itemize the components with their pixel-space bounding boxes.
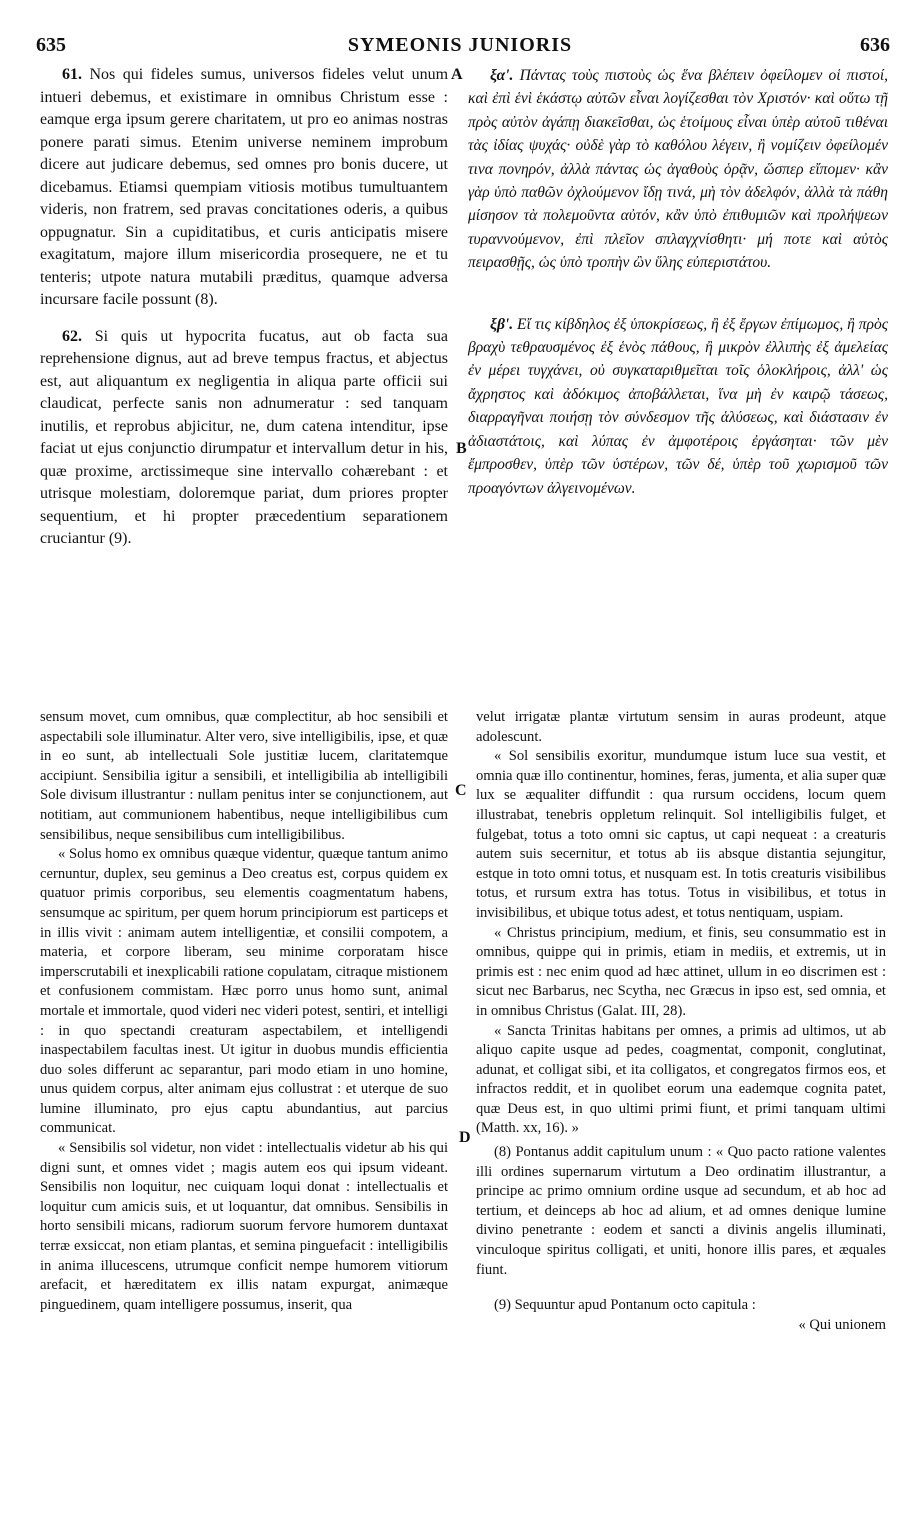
commentary-paragraph: velut irrigatæ plantæ virtutum sensim in auras prodeunt, atque adolescunt. bbox=[476, 709, 886, 745]
running-header bbox=[0, 34, 920, 58]
footnote-9: (9) Sequuntur apud Pontanum octo capitula : bbox=[494, 1297, 756, 1314]
commentary-paragraph: « Christus principium, medium, et finis, seu consummatio est in omnibus, quippe qui in primis, etiam in mediis, et extremis, ut in primis est : nec enim quod ad hæc attinet, ullum in eo discrimen est : sicut nec Barbarus, nec Scytha, nec Græcus in ipso est, sed omnia, et in omnibus Christus (Galat. III, 28). bbox=[476, 924, 886, 1019]
margin-letter-c: C bbox=[455, 782, 467, 799]
paragraph-number: ξα'. bbox=[490, 67, 514, 84]
paragraph-text: Nos qui fideles sumus, universos fideles velut unum intueri debemus, et existimare in omnibus Christum esse : eamque erga ipsum gerere charitatem, ut pro eo animas nostras ponere parati simus. Etenim universe neminem improbum dicere aut judicare debemus, sed omnes pro bonis ducere, ut dicebamus. Etiamsi quempiam vitiosis motibus tumultuantem videris, non fratrem, sed pravas concitationes oderis, a quibus oppugnatur. Sin a cupiditatibus, et curis anticipatis misere exagitatum, majore illum misericordia prosequere, ne et tu tenteris; utpote natura mutabili præditus, quamque adversa incursare facile possunt (8). bbox=[40, 66, 449, 308]
paragraph-text: Si quis ut hypocrita fucatus, aut ob facta sua reprehensione dignus, aut ad breve tempus fractus, et abjectus est, aut aliquantum ex negligentia in aliqua parte officii sui claudicat, perfecte sanis non adnumeratur : sed tanquam inutilis, et reprobus abjicitur, ne, dum catena intenditur, ipse faciat ut ejus conjunctio dirumpatur et intervallum detur in his, quæ proxime, arctissimeque sine intervallo cohærebant : et utrisque molestiam, doloremque pariat, dum priores propter sequentium, et hi propter præcedentium separationem cruciantur (9). bbox=[40, 327, 449, 547]
footnote-8: (8) Pontanus addit capitulum unum : « Quo pacto ratione valentes illi ordines supernarum virtutum a Deo ordinatim illustrantur, a principe ac primo omnium ordine usque ad secundum, et ab hoc ad tertium, et deinceps ab hoc ad alium, et ad omnes denique lumine divino penetrante : eodem et sancti a divinis angelis illuminati, vinculoque spiritus colligati, et uniti, honore illis pares, et æquales fiunt. bbox=[476, 1144, 886, 1278]
paragraph-text: Εἴ τις κίβδηλος ἐξ ὑποκρίσεως, ἢ ἐξ ἔργων ἐπίμωμος, ἢ πρὸς βραχὺ τεθραυσμένος ἐξ ἑνὸς πάθους, ἢ μικρὸν ἐλλιπὴς ἐξ ἀμελείας ἐν μέρει τυγχάνει, οὐ συγκαταριθμεῖται τοῖς ὁλοκλήροις, ἀλλ' ὡς ἄχρηστος καὶ ἀδόκιμος ἀποβάλλεται, ἵνα μὴ ἐν καιρῷ τάσεως, διαρραγῆναι ποιήσῃ τὸν σύνδεσμον τῆς ἁλύσεως, καὶ διάστασιν ἐν ἀδιαστάτοις, καὶ λύπας ἐν ἀμφοτέροις ἐργάσηται· τῶν μὲν ἔμπροσθεν, ὑπὲρ τῶν ὑστέρων, τῶν δέ, ὑπὲρ τοῦ χωρισμοῦ τῶν προαγόντων ἀλγεινομένων. bbox=[468, 315, 889, 497]
margin-letter-a: A bbox=[451, 66, 463, 83]
latin-paragraph-62 bbox=[40, 326, 448, 551]
commentary-paragraph: « Sol sensibilis exoritur, mundumque istum luce sua vestit, et omnia quæ illo continentur, homines, feras, jumenta, et alia super quæ lux se æqualiter diffundit : qua rursum occidens, locum quem illustrabat, tenebris oppletum relinquit. Sol intelligibilis fulget, et fulgebat, totus a toto omni sic captus, ut capi nequeat : a creaturis autem suis secernitur, et totus ab iis absque distantia sejungitur, estque in toto omni totus, et nusquam est. In totis creaturis visibilibus totus, et rursum extra has totus. Totus in visibilibus, et totus in invisibilibus, et ubique totus adest, et totus nentiquam, uspiam. bbox=[476, 748, 886, 921]
page-number-right: 636 bbox=[860, 34, 890, 56]
footnote-9-continuation: « Qui unionem bbox=[798, 1316, 886, 1333]
latin-paragraph-61 bbox=[40, 64, 448, 312]
commentary-column-right bbox=[476, 708, 886, 1335]
running-title: SYMEONIS JUNIORIS bbox=[347, 34, 573, 56]
margin-letter-b: B bbox=[456, 440, 467, 457]
greek-paragraph-61 bbox=[468, 64, 888, 275]
greek-paragraph-62 bbox=[468, 313, 888, 500]
commentary-paragraph: « Solus homo ex omnibus quæque videntur, quæque tantum animo cernuntur, duplex, seu geminus a Deo creatus est, corpus quidem ex quatuor primis corporibus, seu elementis coagmentatum habens, sensumque ac spiritum, per quem horum principiorum est particeps et in illis vivit : animam autem intelligentiæ, et consilii compotem, a materia, et corpore liberam, seu minime corporatam hisce imperscrutabili et inexplicabili ratione copulatam, citraque mistionem et confusionem commistam. Hæc porro unus homo sunt, animal mortale et immortale, quod videri nec videri potest, sentiri, et intelligi : in quo spectandi creaturam aspectabilem, et intelligendi inaspectabilem facultas inest. Ut igitur in duobus mundis efficientia duo soles differunt ac separantur, pari modo etiam in uno homine, unus quidem corpus, alter animam ejus collustrat : et uterque de suo lumine illuminato, pro ejus captu abundantius, aut parcius communicat. bbox=[40, 846, 448, 1137]
commentary-paragraph: « Sensibilis sol videtur, non videt : intellectualis videtur ab his qui digni sunt, et omnes videt ; magis autem eos qui ipsum videant. Sensibilis non loquitur, nec cuiquam loqui donat : intellectualis et loquitur cum amicis suis, et ut loquantur, dat omnibus. Sensibilis in horto sensibili micans, radiorum suorum fervore humorem duntaxat terræ exsiccat, non etiam plantas, et semina pinguefacit : intelligibilis in anima illucescens, utrumque conficit nempe humorem vitiorum arefacit, et hæreditatem ex illis natam expurgat, animæque pinguedinem, quam intelligere possumus, inserit, qua bbox=[40, 1140, 448, 1313]
greek-column-top bbox=[468, 64, 888, 500]
commentary-paragraph: « Sancta Trinitas habitans per omnes, a primis ad ultimos, ut ab aliquo capite usque ad pedes, coagmentat, componit, conglutinat, adunat, et colligat sibi, et ita colligatos, et congregatos firmos eos, et infractos reddit, et in quolibet eorum una eademque cognita patet, quæ Deus est, in quo ultimi primi fiunt, et primi tanquam ultimi (Matth. xx, 16). » bbox=[476, 1022, 886, 1137]
paragraph-number: 62. bbox=[62, 327, 82, 345]
paragraph-number: 61. bbox=[62, 66, 82, 83]
commentary-paragraph: sensum movet, cum omnibus, quæ complectitur, ab hoc sensibili et aspectabili sole illuminatur. Alter vero, sive intelligibilis, ipse, et quæ in eo sunt, ab intellectuali Sole justitiæ lucem, claritatemque accipiunt. Sensibilia igitur a sensibili, et intelligibilia ab intelligibili Sole divisum illustrantur : nullam penitus inter se conjunctionem, aut notitiam, aut communionem habentibus, neque intelligibilibus cum sensibilibus, neque sensibilibus cum intelligibilibus. bbox=[40, 709, 448, 843]
latin-column-top bbox=[40, 64, 448, 551]
paragraph-number: ξβ'. bbox=[490, 315, 514, 333]
commentary-column-left bbox=[40, 708, 448, 1315]
page-number-left: 635 bbox=[36, 34, 66, 56]
margin-letter-d: D bbox=[459, 1129, 471, 1146]
paragraph-text: Πάντας τοὺς πιστοὺς ὡς ἕνα βλέπειν ὀφείλομεν οἱ πιστοί, καὶ ἐπὶ ἑνὶ ἑκάστῳ αὐτῶν εἶναι λογίζεσθαι τὸν Χριστόν· καὶ οὕτω τῇ πρὸς αὐτὸν ἀγάπῃ διακεῖσθαι, ὡς ἑτοίμους εἶναι ὑπὲρ αὐτοῦ τιθέναι τὰς ἰδίας ψυχάς· οὐδὲ γὰρ τὸ καθόλου λέγειν, ἢ νομίζειν ὀφείλομέν τινα πονηρόν, ἀλλὰ πάντας ὡς ἀγαθοὺς ὁρᾷν, ὥσπερ εἴπομεν· κἂν γὰρ ὑπὸ παθῶν ὀχλούμενον ἴδῃ τινά, μὴ τὸν ἀδελφόν, ἀλλὰ τὰ πάθη μίσησον τὰ πολεμοῦντα αὐτόν, κἂν ὑπὸ ἐπιθυμιῶν καὶ προλήψεων τυραννούμενον, ἐπὶ πλεῖον σπλαγχνίσθητι· μή ποτε καὶ αὐτὸς πειρασθῇς, ὡς ὑπὸ τροπὴν ὢν ὕλης εὐπεριστάτου. bbox=[468, 67, 889, 272]
